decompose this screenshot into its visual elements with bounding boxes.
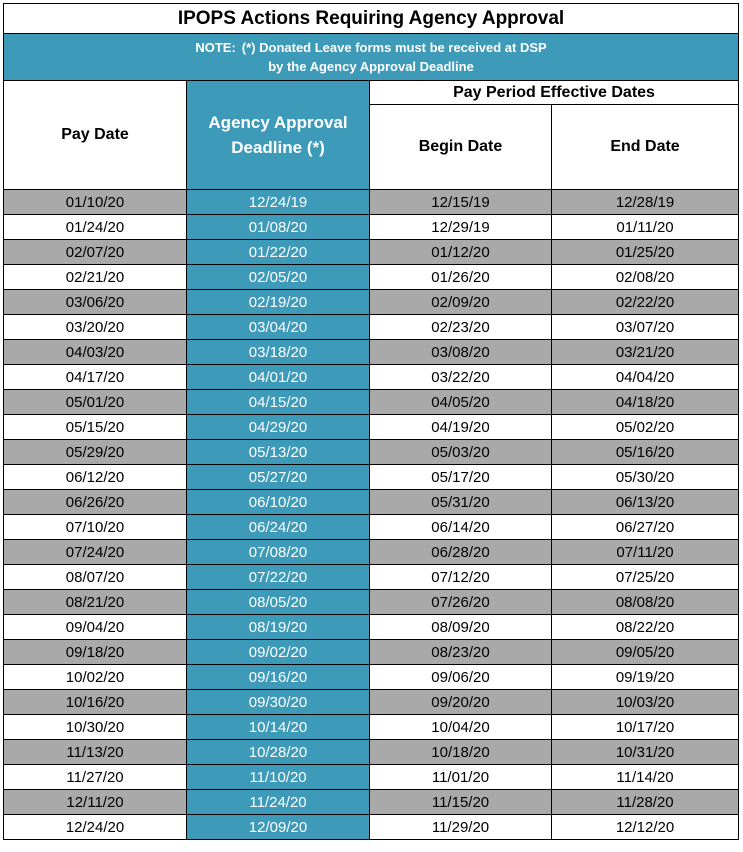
end-date-cell: 08/08/20	[552, 590, 739, 615]
agency-deadline-cell: 10/28/20	[187, 740, 370, 765]
end-date-cell: 09/19/20	[552, 665, 739, 690]
end-date-cell: 05/30/20	[552, 465, 739, 490]
pay-date-cell: 10/30/20	[4, 715, 187, 740]
table-row	[4, 390, 739, 415]
pay-date-cell: 01/24/20	[4, 215, 187, 240]
pay-date-cell: 04/17/20	[4, 365, 187, 390]
end-date-cell: 08/22/20	[552, 615, 739, 640]
begin-date-cell: 12/15/19	[370, 190, 552, 215]
pay-date-cell: 07/10/20	[4, 515, 187, 540]
begin-date-cell: 11/15/20	[370, 790, 552, 815]
table-row	[4, 640, 739, 665]
table-row	[4, 540, 739, 565]
pay-date-cell: 04/03/20	[4, 340, 187, 365]
header-pay-date: Pay Date	[4, 81, 187, 190]
table-row	[4, 615, 739, 640]
end-date-cell: 12/28/19	[552, 190, 739, 215]
agency-deadline-cell: 01/22/20	[187, 240, 370, 265]
begin-date-cell: 02/09/20	[370, 290, 552, 315]
end-date-cell: 04/18/20	[552, 390, 739, 415]
table-row	[4, 515, 739, 540]
agency-deadline-cell: 04/29/20	[187, 415, 370, 440]
begin-date-cell: 10/18/20	[370, 740, 552, 765]
agency-deadline-cell: 02/05/20	[187, 265, 370, 290]
pay-date-cell: 05/15/20	[4, 415, 187, 440]
agency-deadline-cell: 05/27/20	[187, 465, 370, 490]
table-row	[4, 790, 739, 815]
begin-date-cell: 04/05/20	[370, 390, 552, 415]
table-row	[4, 315, 739, 340]
begin-date-cell: 07/26/20	[370, 590, 552, 615]
begin-date-cell: 03/22/20	[370, 365, 552, 390]
table-row	[4, 765, 739, 790]
agency-deadline-cell: 02/19/20	[187, 290, 370, 315]
agency-deadline-cell: 11/24/20	[187, 790, 370, 815]
header-agency-deadline	[187, 81, 370, 190]
begin-date-cell: 12/29/19	[370, 215, 552, 240]
agency-deadline-cell: 03/04/20	[187, 315, 370, 340]
begin-date-cell: 08/23/20	[370, 640, 552, 665]
pay-date-cell: 01/10/20	[4, 190, 187, 215]
begin-date-cell: 01/26/20	[370, 265, 552, 290]
pay-date-cell: 02/21/20	[4, 265, 187, 290]
begin-date-cell: 05/31/20	[370, 490, 552, 515]
schedule-table	[3, 3, 739, 840]
table-row	[4, 665, 739, 690]
note-line-2: by the Agency Approval Deadline	[268, 59, 474, 74]
pay-date-cell: 06/12/20	[4, 465, 187, 490]
agency-deadline-cell: 09/30/20	[187, 690, 370, 715]
pay-date-cell: 10/02/20	[4, 665, 187, 690]
begin-date-cell: 10/04/20	[370, 715, 552, 740]
end-date-cell: 10/17/20	[552, 715, 739, 740]
header-begin-date: Begin Date	[370, 105, 552, 190]
header-agency-line-1: Agency Approval	[208, 113, 348, 132]
end-date-cell: 06/27/20	[552, 515, 739, 540]
begin-date-cell: 05/17/20	[370, 465, 552, 490]
pay-date-cell: 03/20/20	[4, 315, 187, 340]
pay-date-cell: 12/11/20	[4, 790, 187, 815]
end-date-cell: 01/11/20	[552, 215, 739, 240]
table-row	[4, 190, 739, 215]
begin-date-cell: 11/01/20	[370, 765, 552, 790]
pay-date-cell: 08/21/20	[4, 590, 187, 615]
end-date-cell: 05/02/20	[552, 415, 739, 440]
pay-date-cell: 05/29/20	[4, 440, 187, 465]
pay-date-cell: 11/13/20	[4, 740, 187, 765]
end-date-cell: 10/31/20	[552, 740, 739, 765]
begin-date-cell: 05/03/20	[370, 440, 552, 465]
pay-date-cell: 10/16/20	[4, 690, 187, 715]
pay-date-cell: 12/24/20	[4, 815, 187, 840]
end-date-cell: 11/14/20	[552, 765, 739, 790]
begin-date-cell: 02/23/20	[370, 315, 552, 340]
pay-date-cell: 09/18/20	[4, 640, 187, 665]
agency-deadline-cell: 12/24/19	[187, 190, 370, 215]
table-row	[4, 440, 739, 465]
pay-date-cell: 05/01/20	[4, 390, 187, 415]
begin-date-cell: 11/29/20	[370, 815, 552, 840]
begin-date-cell: 07/12/20	[370, 565, 552, 590]
table-row	[4, 465, 739, 490]
end-date-cell: 06/13/20	[552, 490, 739, 515]
end-date-cell: 11/28/20	[552, 790, 739, 815]
agency-deadline-cell: 09/16/20	[187, 665, 370, 690]
note-line-1: (*) Donated Leave forms must be received at DSP	[241, 40, 547, 55]
pay-date-cell: 08/07/20	[4, 565, 187, 590]
approval-schedule	[3, 3, 738, 849]
agency-deadline-cell: 08/05/20	[187, 590, 370, 615]
agency-deadline-cell: 04/15/20	[187, 390, 370, 415]
agency-deadline-cell: 06/10/20	[187, 490, 370, 515]
begin-date-cell: 06/28/20	[370, 540, 552, 565]
end-date-cell: 07/25/20	[552, 565, 739, 590]
begin-date-cell: 06/14/20	[370, 515, 552, 540]
pay-date-cell: 09/04/20	[4, 615, 187, 640]
header-pay-period: Pay Period Effective Dates	[370, 81, 739, 105]
pay-date-cell: 11/27/20	[4, 765, 187, 790]
end-date-cell: 02/22/20	[552, 290, 739, 315]
agency-deadline-cell: 10/14/20	[187, 715, 370, 740]
agency-deadline-cell: 11/10/20	[187, 765, 370, 790]
table-row	[4, 265, 739, 290]
end-date-cell: 07/11/20	[552, 540, 739, 565]
table-row	[4, 490, 739, 515]
end-date-cell: 02/08/20	[552, 265, 739, 290]
note-banner	[4, 34, 739, 81]
end-date-cell: 03/21/20	[552, 340, 739, 365]
header-end-date: End Date	[552, 105, 739, 190]
agency-deadline-cell: 01/08/20	[187, 215, 370, 240]
begin-date-cell: 01/12/20	[370, 240, 552, 265]
agency-deadline-cell: 03/18/20	[187, 340, 370, 365]
agency-deadline-cell: 12/09/20	[187, 815, 370, 840]
table-row	[4, 340, 739, 365]
table-row	[4, 815, 739, 840]
table-row	[4, 240, 739, 265]
pay-date-cell: 02/07/20	[4, 240, 187, 265]
table-row	[4, 590, 739, 615]
page-title: IPOPS Actions Requiring Agency Approval	[4, 4, 739, 34]
header-agency-line-2: Deadline (*)	[231, 138, 325, 157]
agency-deadline-cell: 09/02/20	[187, 640, 370, 665]
end-date-cell: 03/07/20	[552, 315, 739, 340]
begin-date-cell: 03/08/20	[370, 340, 552, 365]
agency-deadline-cell: 06/24/20	[187, 515, 370, 540]
table-row	[4, 215, 739, 240]
begin-date-cell: 08/09/20	[370, 615, 552, 640]
begin-date-cell: 09/06/20	[370, 665, 552, 690]
end-date-cell: 05/16/20	[552, 440, 739, 465]
table-row	[4, 565, 739, 590]
pay-date-cell: 07/24/20	[4, 540, 187, 565]
agency-deadline-cell: 07/08/20	[187, 540, 370, 565]
end-date-cell: 09/05/20	[552, 640, 739, 665]
table-row	[4, 740, 739, 765]
agency-deadline-cell: 07/22/20	[187, 565, 370, 590]
end-date-cell: 10/03/20	[552, 690, 739, 715]
agency-deadline-cell: 05/13/20	[187, 440, 370, 465]
table-row	[4, 690, 739, 715]
agency-deadline-cell: 08/19/20	[187, 615, 370, 640]
table-row	[4, 415, 739, 440]
table-row	[4, 715, 739, 740]
schedule-rows	[4, 190, 739, 840]
pay-date-cell: 03/06/20	[4, 290, 187, 315]
end-date-cell: 01/25/20	[552, 240, 739, 265]
table-row	[4, 365, 739, 390]
end-date-cell: 04/04/20	[552, 365, 739, 390]
note-label: NOTE:	[195, 40, 236, 55]
begin-date-cell: 09/20/20	[370, 690, 552, 715]
begin-date-cell: 04/19/20	[370, 415, 552, 440]
end-date-cell: 12/12/20	[552, 815, 739, 840]
agency-deadline-cell: 04/01/20	[187, 365, 370, 390]
table-row	[4, 290, 739, 315]
pay-date-cell: 06/26/20	[4, 490, 187, 515]
